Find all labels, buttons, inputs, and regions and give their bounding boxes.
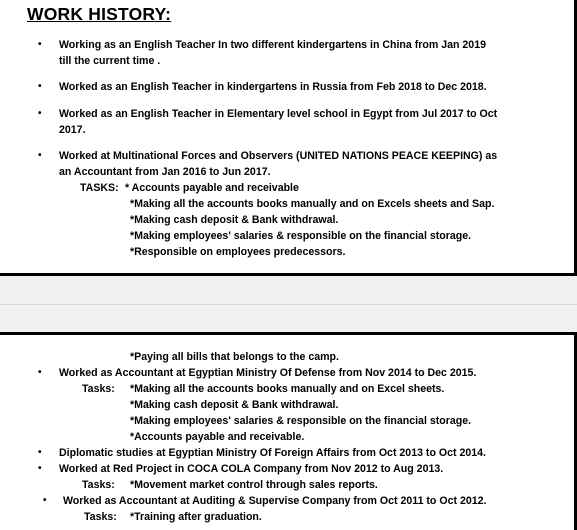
job-line: Diplomatic studies at Egyptian Ministry Of Foreign Affairs from Oct 2013 to Oct 2014. (59, 447, 486, 459)
task-line: *Making employees' salaries & responsible on the financial storage. (130, 230, 472, 242)
job-line: Worked as an English Teacher in kindergartens in Russia from Feb 2018 to Dec 2018. (59, 81, 487, 93)
section-heading: WORK HISTORY: (27, 4, 172, 24)
bullet-icon: • (38, 108, 42, 119)
job-line: Worked at Red Project in COCA COLA Company from Nov 2012 to Aug 2013. (59, 463, 444, 475)
task-line: *Training after graduation. (130, 511, 262, 523)
task-line: *Making all the accounts books manually and on Excels sheets and Sap. (130, 198, 495, 210)
tasks-label: TASKS: (80, 182, 119, 194)
tasks-label: Tasks: (82, 383, 115, 395)
job-line: Worked as an English Teacher in Elementary level school in Egypt from Jul 2017 to Oct (59, 108, 498, 120)
job-line: Worked as Accountant at Auditing & Supervise Company from Oct 2011 to Oct 2012. (63, 495, 487, 507)
bullet-icon: • (38, 463, 42, 474)
tasks-label: Tasks: (84, 511, 117, 523)
task-line: * Accounts payable and receivable (125, 182, 299, 194)
job-line: till the current time . (59, 55, 161, 67)
task-line: *Making all the accounts books manually and on Excel sheets. (130, 383, 445, 395)
document-page-2 (0, 332, 577, 530)
bullet-icon: • (38, 367, 42, 378)
bullet-icon: • (38, 150, 42, 161)
task-line: *Making cash deposit & Bank withdrawal. (130, 214, 339, 226)
task-line: *Paying all bills that belongs to the camp. (130, 351, 339, 363)
page-gap (0, 276, 577, 332)
job-line: 2017. (59, 124, 86, 136)
tasks-label: Tasks: (82, 479, 115, 491)
task-line: *Making cash deposit & Bank withdrawal. (130, 399, 339, 411)
job-line: Working as an English Teacher In two different kindergartens in China from Jan 2019 (59, 39, 486, 51)
bullet-icon: • (38, 39, 42, 50)
task-line: *Movement market control through sales reports. (130, 479, 378, 491)
task-line: *Responsible on employees predecessors. (130, 246, 346, 258)
job-line: Worked at Multinational Forces and Observers (UNITED NATIONS PEACE KEEPING) as (59, 150, 498, 162)
page-separator (0, 304, 577, 305)
bullet-icon: • (38, 447, 42, 458)
job-line: Worked as Accountant at Egyptian Ministry Of Defense from Nov 2014 to Dec 2015. (59, 367, 477, 379)
task-line: *Making employees' salaries & responsible on the financial storage. (130, 415, 472, 427)
task-line: *Accounts payable and receivable. (130, 431, 305, 443)
bullet-icon: • (43, 495, 47, 506)
bullet-icon: • (38, 81, 42, 92)
job-line: an Accountant from Jan 2016 to Jun 2017. (59, 166, 271, 178)
